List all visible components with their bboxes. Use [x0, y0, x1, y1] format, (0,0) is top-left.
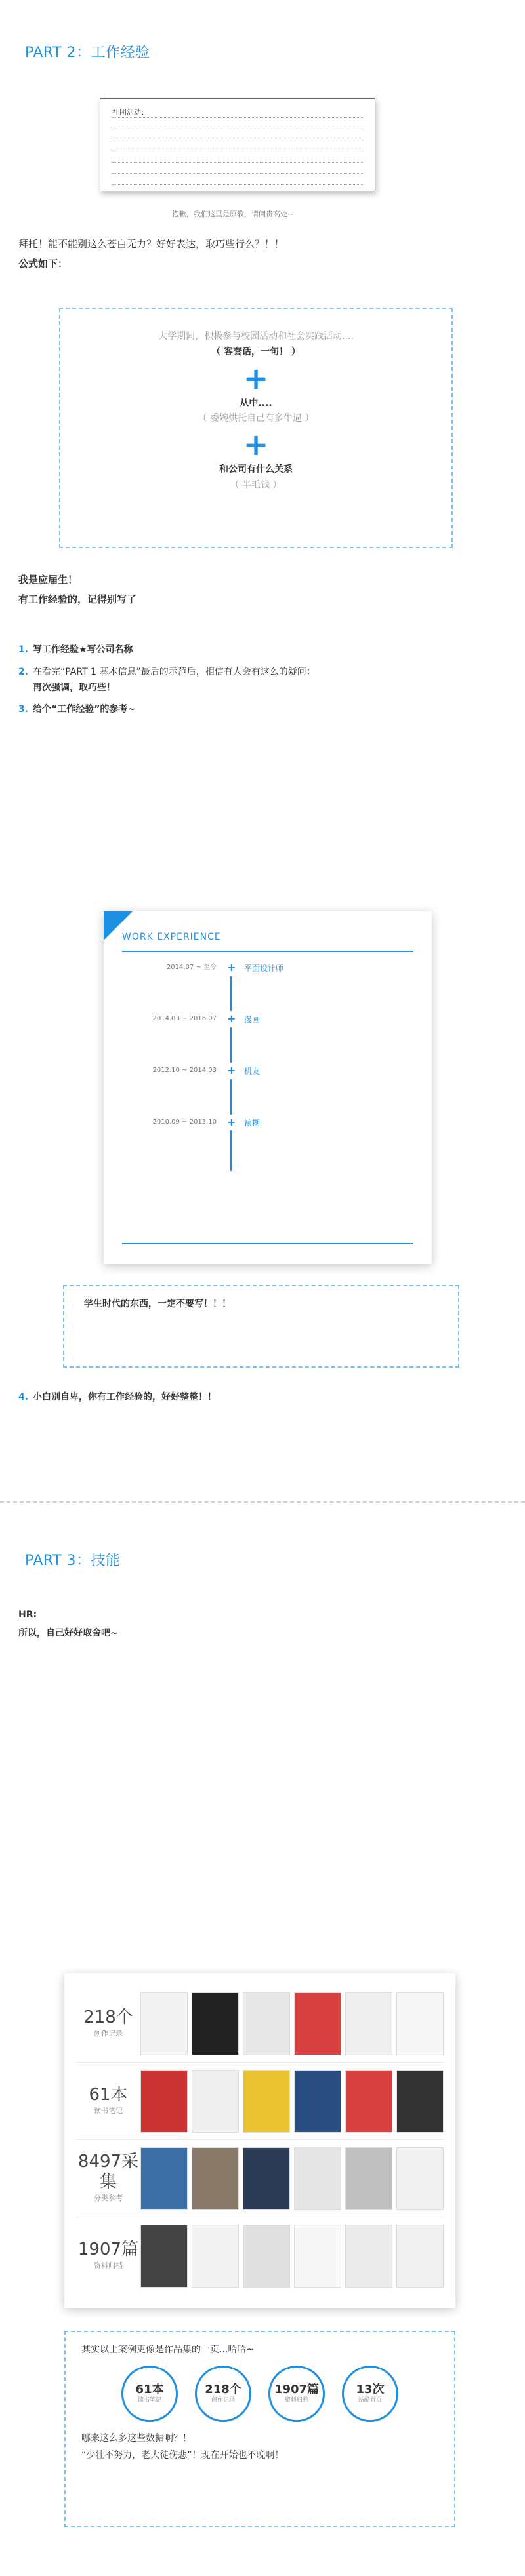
explain-bold: 我是应届生！: [18, 574, 78, 585]
portfolio-showcase: [64, 1973, 455, 2308]
advice-box: [63, 1285, 459, 1368]
tip-item: [18, 1390, 507, 1406]
formula-box: [59, 308, 453, 548]
stat-number: 8497采集: [77, 2151, 139, 2192]
circle-label: 创作记录: [211, 2396, 235, 2404]
tip-item: [18, 702, 507, 718]
plus-icon: +: [243, 360, 269, 396]
circle-label: 站酷首页: [358, 2396, 382, 2404]
section-title-part3: PART 3：技能: [25, 1553, 121, 1569]
experience-entry: [122, 962, 413, 1005]
skills-text: [18, 1605, 507, 1644]
stat-circles: [81, 2366, 438, 2422]
timeline-marker-icon: [227, 1117, 236, 1160]
formula-bottom: 和公司有什么关系: [219, 464, 293, 475]
tip-title: 给个“工作经验”的参考~: [33, 704, 136, 715]
hr-label: HR:: [18, 1610, 37, 1620]
entry-desc: [244, 974, 413, 1004]
tip-item: [18, 643, 507, 658]
stat-number: 61本: [89, 2084, 128, 2105]
thumbnail-image: [345, 2225, 392, 2288]
stat-number: 218个: [83, 2007, 133, 2027]
intro-text: [18, 236, 507, 275]
thumbnail-image: [396, 1992, 444, 2055]
resume-heading: WORK EXPERIENCE: [122, 930, 413, 952]
thumbnail-image: [345, 2070, 392, 2133]
circle-number: 1907篇: [274, 2383, 320, 2397]
tip-title: 写工作经验★写公司名称: [33, 644, 133, 655]
stat-circle: [268, 2366, 325, 2422]
entry-role: 裱糊: [244, 1118, 261, 1128]
stat-label: 创作记录: [94, 2029, 123, 2038]
thumbnail-image: [243, 2147, 290, 2210]
thumbnail-image: [192, 1992, 239, 2055]
formula-mid: 从中....: [240, 397, 272, 408]
entry-desc: [244, 1078, 413, 1108]
tip-title: 小白别自卑，你有工作经验的，好好整整！！: [33, 1392, 217, 1402]
formula-top-label: （ 客套话，一句！ ）: [211, 346, 301, 357]
stats-line: 其实以上案例更像是作品集的一页...哈哈~: [81, 2345, 255, 2355]
thumbnail-image: [396, 2070, 444, 2133]
formula-bottom-label: （ 半毛钱 ）: [230, 479, 282, 490]
circle-number: 218个: [205, 2383, 242, 2397]
timeline-marker-icon: [227, 962, 236, 1005]
thumbnail-image: [243, 1992, 290, 2055]
corner-decoration: [104, 911, 133, 940]
experience-entry: [122, 1014, 413, 1056]
stat-label: 资料归档: [94, 2261, 123, 2270]
explain-text: [18, 569, 507, 610]
tip-item: [18, 665, 507, 696]
stat-label: 分类参考: [94, 2194, 123, 2203]
entry-date: 2012.10 ~ 2014.03: [152, 1066, 217, 1074]
explain-bold-2: 有工作经验的，记得别写了: [18, 593, 137, 605]
timeline-marker-icon: [227, 1065, 236, 1108]
note-line: [112, 151, 363, 163]
circle-number: 13次: [356, 2383, 385, 2397]
formula-mid-label: （ 委婉烘托自己有多牛逼 ）: [198, 413, 314, 424]
experience-entry: [122, 1065, 413, 1108]
stat-label: 读书笔记: [94, 2106, 123, 2115]
note-line: [112, 129, 363, 140]
thumbnail-image: [140, 2147, 188, 2210]
thumbnail-image: [396, 2225, 444, 2288]
circle-number: 61本: [135, 2383, 164, 2397]
thumbnail-image: [140, 2070, 188, 2133]
thumbnail-image: [345, 2147, 392, 2210]
section-title-part2: PART 2：工作经验: [25, 45, 150, 61]
section-divider: [0, 1501, 525, 1505]
tip-title: 在看完“PART 1 基本信息”最后的示范后，相信有人会有这么的疑问：: [33, 666, 316, 677]
tip-highlight: 再次强调，取巧些！: [33, 682, 116, 693]
experience-entry: [122, 1117, 413, 1160]
tip-number: 4.: [18, 1392, 29, 1402]
tip-4: [18, 1390, 507, 1412]
thumbnail-image: [243, 2225, 290, 2288]
thumbnail-image: [294, 2225, 341, 2288]
stat-circle: [195, 2366, 251, 2422]
formula-heading: 公式如下：: [18, 257, 68, 269]
showcase-row: [76, 2063, 444, 2140]
stats-line: 哪来这么多这些数据啊？！: [81, 2432, 192, 2444]
intro-line: 拜托！能不能别这么苍白无力？好好表达，取巧些行么？！！: [18, 238, 285, 250]
stat-number: 1907篇: [77, 2240, 139, 2260]
thumbnail-image: [192, 2225, 239, 2288]
showcase-row: [76, 1985, 444, 2063]
thumbnail-image: [294, 1992, 341, 2055]
timeline-marker-icon: [227, 1014, 236, 1056]
showcase-row: [76, 2140, 444, 2217]
thumbnail-image: [140, 2225, 188, 2288]
advice-bold: 学生时代的东西，一定不要写！！！: [84, 1299, 231, 1309]
skills-conclusion: 所以，自己好好取舍吧~: [18, 1627, 118, 1638]
thumbnail-image: [192, 2147, 239, 2210]
note-line: 社团活动：: [112, 107, 363, 118]
thumbnail-image: [140, 1992, 188, 2055]
entry-role: 漫画: [244, 1015, 261, 1025]
formula-top: 大学期间，积极参与校园活动和社会实践活动....: [158, 331, 354, 342]
thumbnail-image: [294, 2147, 341, 2210]
thumbnail-image: [396, 2147, 444, 2210]
entry-date: 2014.03 ~ 2016.07: [152, 1015, 217, 1023]
stat-circle: [342, 2366, 398, 2422]
entry-date: 2010.09 ~ 2013.10: [152, 1118, 217, 1126]
note-line: [112, 174, 363, 185]
stats-summary-box: [64, 2331, 455, 2527]
divider-line: [122, 1243, 413, 1244]
note-line: [112, 140, 363, 151]
note-line: [112, 163, 363, 174]
stat-circle: [121, 2366, 178, 2422]
entry-role: 平面设计师: [244, 963, 284, 973]
thumbnail-image: [294, 2070, 341, 2133]
circle-label: 资料归档: [284, 2396, 308, 2404]
tip-number: 2.: [18, 666, 29, 677]
tip-number: 1.: [18, 644, 29, 655]
thumbnail-image: [243, 2070, 290, 2133]
entry-desc: [244, 1129, 413, 1159]
work-experience-sample: [104, 911, 432, 1264]
tip-number: 3.: [18, 704, 29, 715]
thumbnail-image: [192, 2070, 239, 2133]
entry-desc: [244, 1026, 413, 1056]
entry-role: 机友: [244, 1066, 261, 1076]
circle-label: 读书笔记: [137, 2396, 161, 2404]
entry-date: 2014.07 ~ 至今: [166, 963, 217, 971]
activity-note-card: [100, 98, 375, 191]
note-caption: 抱歉，我们这里是原教，请问贵高处~: [172, 210, 294, 218]
stats-line: “少壮不努力，老大徒伤悲”！现在开始也不晚啊！: [81, 2450, 284, 2461]
thumbnail-image: [345, 1992, 392, 2055]
showcase-row: [76, 2217, 444, 2295]
tips-list: [18, 643, 507, 724]
note-line: [112, 118, 363, 129]
plus-icon: +: [243, 427, 269, 463]
